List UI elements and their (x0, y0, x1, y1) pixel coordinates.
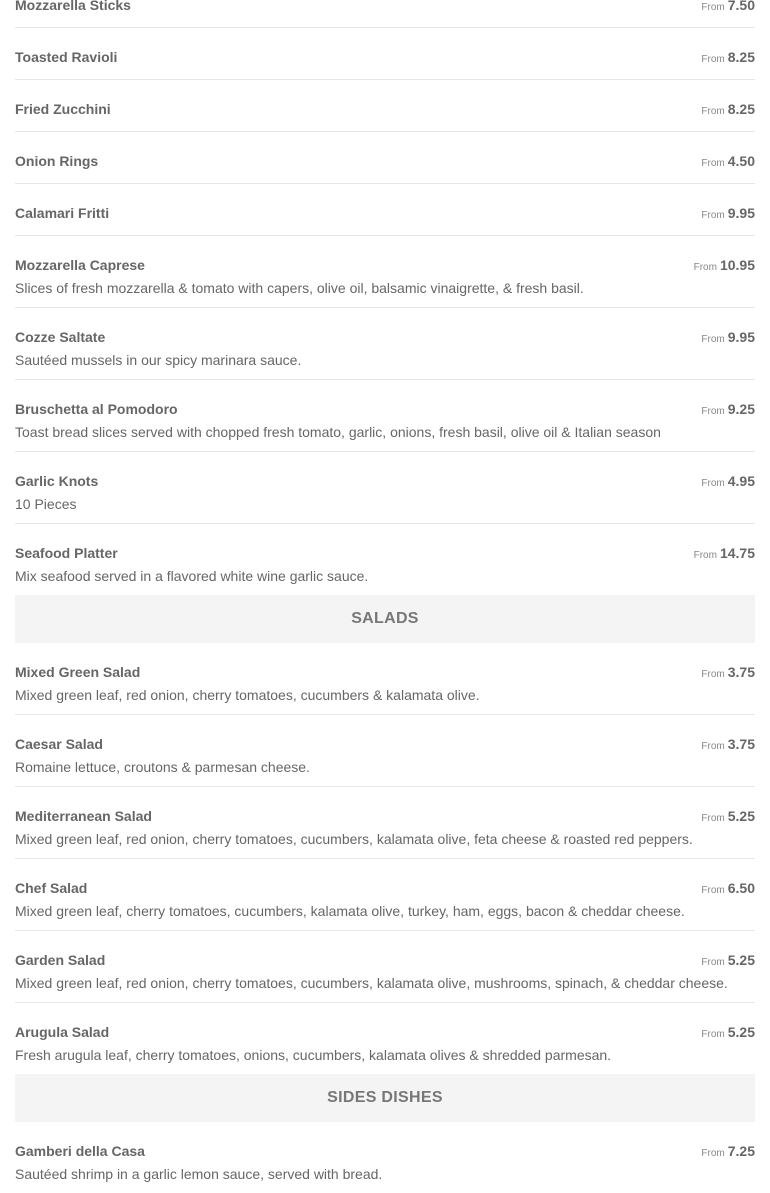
from-label: From (701, 741, 725, 752)
item-price (701, 880, 755, 899)
from-label: From (701, 2, 725, 13)
menu-list (15, 0, 755, 1193)
item-name: Caesar Salad (15, 736, 103, 752)
from-label: From (701, 478, 725, 489)
menu-item[interactable] (15, 80, 755, 132)
from-label: From (693, 550, 717, 561)
item-name: Bruschetta al Pomodoro (15, 401, 178, 417)
item-price (694, 257, 755, 276)
item-name: Seafood Platter (15, 545, 118, 561)
price-value: 9.95 (727, 329, 755, 345)
item-price (701, 664, 755, 683)
price-value: 8.25 (727, 49, 755, 65)
menu-item[interactable] (15, 787, 755, 859)
item-price (701, 952, 755, 971)
item-price (701, 401, 755, 420)
from-label: From (701, 106, 725, 117)
menu-item[interactable] (15, 452, 755, 524)
price-value: 3.75 (727, 664, 755, 680)
item-description: Slices of fresh mozzarella & tomato with capers, olive oil, balsamic vinaigrette, & fresh basil. (15, 280, 584, 296)
item-name: Fried Zucchini (15, 101, 111, 117)
from-label: From (701, 957, 725, 968)
menu-item[interactable] (15, 859, 755, 931)
menu-item[interactable] (15, 931, 755, 1003)
item-name: Chef Salad (15, 880, 88, 896)
menu-item[interactable] (15, 524, 755, 595)
from-label: From (701, 158, 725, 169)
item-price (701, 808, 755, 827)
item-price (701, 205, 755, 224)
item-price (701, 329, 755, 348)
item-price (701, 0, 755, 16)
menu-item[interactable] (15, 0, 755, 28)
menu-item[interactable] (15, 308, 755, 380)
menu-item[interactable] (15, 236, 755, 308)
item-name: Cozze Saltate (15, 329, 106, 345)
price-value: 6.50 (727, 880, 755, 896)
item-price (701, 1143, 755, 1162)
item-price (701, 49, 755, 68)
item-description: Mixed green leaf, red onion, cherry tomatoes, cucumbers, kalamata olive, feta cheese & roasted red peppers. (15, 831, 693, 847)
item-description: Mixed green leaf, red onion, cherry tomatoes, cucumbers, kalamata olive, mushrooms, spinach, & cheddar cheese. (15, 975, 728, 991)
item-price (694, 545, 755, 564)
menu-item[interactable] (15, 1122, 755, 1193)
from-label: From (701, 54, 725, 65)
from-label: From (701, 1029, 725, 1040)
price-value: 7.25 (727, 1143, 755, 1159)
item-description: Romaine lettuce, croutons & parmesan cheese. (15, 759, 310, 775)
item-name: Mediterranean Salad (15, 808, 152, 824)
menu-item[interactable] (15, 380, 755, 452)
from-label: From (701, 406, 725, 417)
item-name: Mozzarella Caprese (15, 257, 145, 273)
item-name: Gamberi della Casa (15, 1143, 145, 1159)
from-label: From (693, 262, 717, 273)
from-label: From (701, 885, 725, 896)
item-name: Onion Rings (15, 153, 99, 169)
item-description: Mixed green leaf, cherry tomatoes, cucumbers, kalamata olive, turkey, ham, eggs, bacon & cheddar cheese. (15, 903, 685, 919)
price-value: 9.25 (727, 401, 755, 417)
from-label: From (701, 669, 725, 680)
menu-item[interactable] (15, 1003, 755, 1074)
price-value: 4.95 (727, 473, 755, 489)
item-price (701, 101, 755, 120)
menu-item[interactable] (15, 28, 755, 80)
item-price (701, 473, 755, 492)
item-name: Arugula Salad (15, 1024, 110, 1040)
price-value: 3.75 (727, 736, 755, 752)
item-description: Fresh arugula leaf, cherry tomatoes, onions, cucumbers, kalamata olives & shredded parmesan. (15, 1047, 612, 1063)
item-name: Garden Salad (15, 952, 106, 968)
menu-item[interactable] (15, 132, 755, 184)
from-label: From (701, 210, 725, 221)
section-header-salads: SALADS (15, 595, 755, 643)
item-price (701, 736, 755, 755)
price-value: 14.75 (719, 545, 755, 561)
item-description: Sautéed shrimp in a garlic lemon sauce, served with bread. (15, 1166, 383, 1182)
item-description: 10 Pieces (15, 496, 77, 512)
price-value: 5.25 (727, 808, 755, 824)
from-label: From (701, 1148, 725, 1159)
item-description: Mixed green leaf, red onion, cherry tomatoes, cucumbers & kalamata olive. (15, 687, 480, 703)
item-description: Mix seafood served in a flavored white wine garlic sauce. (15, 568, 369, 584)
price-value: 10.95 (719, 257, 755, 273)
item-name: Calamari Fritti (15, 205, 110, 221)
from-label: From (701, 813, 725, 824)
item-name: Mixed Green Salad (15, 664, 141, 680)
price-value: 5.25 (727, 952, 755, 968)
item-price (701, 1024, 755, 1043)
item-price (701, 153, 755, 172)
item-name: Toasted Ravioli (15, 49, 118, 65)
item-name: Mozzarella Sticks (15, 0, 131, 13)
menu-item[interactable] (15, 715, 755, 787)
item-description: Sautéed mussels in our spicy marinara sauce. (15, 352, 302, 368)
price-value: 4.50 (727, 153, 755, 169)
price-value: 9.95 (727, 205, 755, 221)
from-label: From (701, 334, 725, 345)
price-value: 7.50 (727, 0, 755, 13)
price-value: 8.25 (727, 101, 755, 117)
section-header-sides: SIDES DISHES (15, 1074, 755, 1122)
menu-item[interactable] (15, 184, 755, 236)
item-description: Toast bread slices served with chopped fresh tomato, garlic, onions, fresh basil, olive oil & Italian season (15, 424, 661, 440)
price-value: 5.25 (727, 1024, 755, 1040)
menu-item[interactable] (15, 643, 755, 715)
item-name: Garlic Knots (15, 473, 99, 489)
